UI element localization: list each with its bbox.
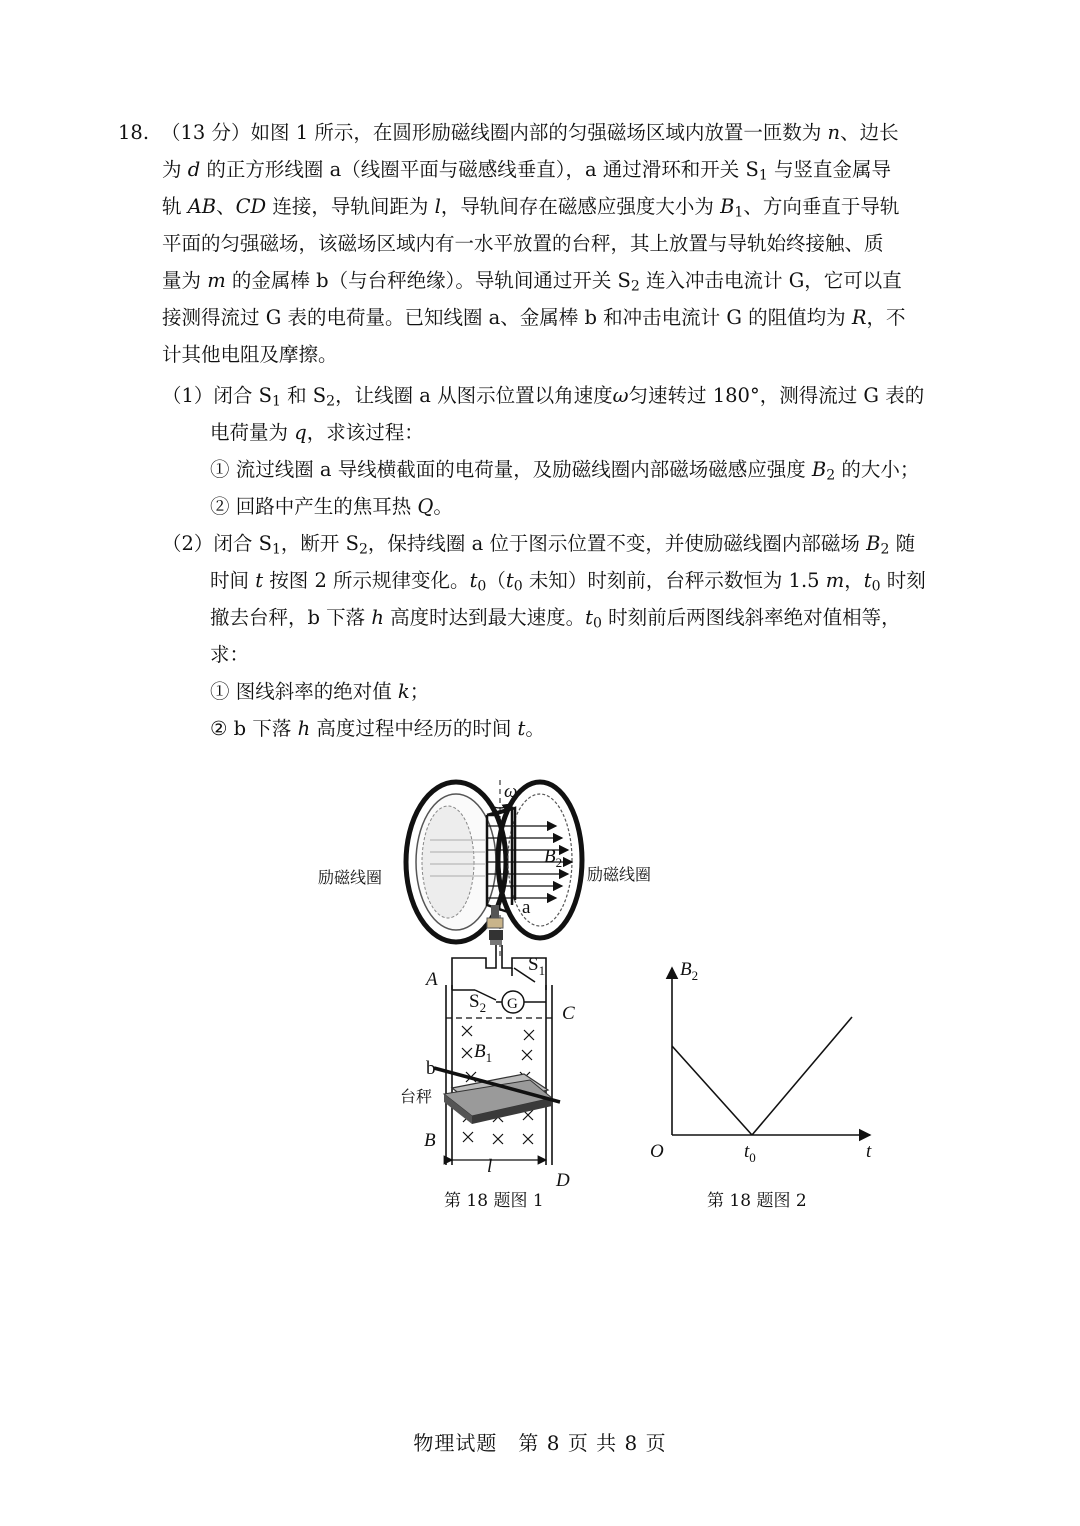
part1-line-2: 电荷量为 q，求该过程： [210, 421, 424, 444]
stem-line-4: 平面的匀强磁场，该磁场区域内有一水平放置的台秤，其上放置与导轨始终接触、质 [162, 232, 884, 255]
stem-line-2: 为 d 的正方形线圈 a（线圈平面与磁感线垂直），a 通过滑环和开关 $S_1$ 与竖直金属导 [162, 158, 891, 184]
part2-item-1: ① 图线斜率的绝对值 k； [210, 680, 430, 703]
switch-s2-label: $S_2$ [469, 991, 487, 1015]
switch-s1-label: $S_1$ [528, 954, 546, 978]
page-footer: 物理试题 第 8 页 共 8 页 [413, 1431, 667, 1455]
spacing-l-label: l [487, 1156, 493, 1177]
stem-line-7: 计其他电阻及摩擦。 [162, 343, 338, 366]
origin-label: O [650, 1141, 664, 1162]
scale-label: 台秤 [400, 1087, 433, 1106]
t0-tick-label: $t_0$ [744, 1141, 756, 1165]
galvanometer-label: G [507, 996, 518, 1012]
part1-line-1: （1）闭合 $S_1$ 和 $S_2$，让线圈 a 从图示位置以角速度ω匀速转过 180°，测得流过 G 表的 [162, 384, 925, 410]
rod-b-label: b [426, 1058, 436, 1079]
stem-line-1: 18. （13 分）如图 1 所示，在圆形励磁线圈内部的匀强磁场区域内放置一匝数为 n、边长 [118, 121, 899, 144]
part1-item-1: ① 流过线圈 a 导线横截面的电荷量，及励磁线圈内部磁场磁感应强度 $B_2$ 的大小； [210, 458, 920, 484]
b1-label: $B_1$ [474, 1041, 493, 1065]
rail-A-label: A [426, 969, 438, 990]
rail-D-label: D [556, 1170, 570, 1191]
question-score: （13 分） [161, 121, 251, 144]
stem-line-5: 量为 m 的金属棒 b（与台秤绝缘）。导轨间通过开关 $S_2$ 连入冲击电流计 G，它可以直 [162, 269, 902, 295]
part1-item-2: ② 回路中产生的焦耳热 Q。 [210, 495, 453, 518]
omega-label: ω [504, 781, 518, 802]
right-coil-label: 励磁线圈 [587, 865, 652, 884]
coil-a-label: a [522, 897, 531, 918]
stem-line-3: 轨 AB、CD 连接，导轨间距为 l，导轨间存在磁感应强度大小为 $B_1$、方向垂直于导轨 [162, 195, 900, 221]
left-coil-label: 励磁线圈 [318, 868, 383, 887]
part2-line-4: 求： [210, 643, 250, 666]
figure-1-caption: 第 18 题图 1 [444, 1191, 544, 1211]
b2-label: $B_2$ [544, 846, 563, 870]
question-number: 18. [118, 121, 150, 144]
part2-line-3: 撤去台秤，b 下落 h 高度时达到最大速度。$t_0$ 时刻前后两图线斜率绝对值相等， [210, 606, 901, 632]
part2-line-1: （2）闭合 $S_1$，断开 $S_2$，保持线圈 a 位于图示位置不变，并使励磁线圈内部磁场 $B_2$ 随 [162, 532, 916, 558]
x-axis-label: t [866, 1141, 872, 1162]
stem-line-6: 接测得流过 G 表的电荷量。已知线圈 a、金属棒 b 和冲击电流计 G 的阻值均为 R，不 [162, 306, 906, 329]
rail-B-label: B [424, 1130, 436, 1151]
part2-line-2: 时间 t 按图 2 所示规律变化。$t_0(t_0$ 未知）时刻前，台秤示数恒为 1.5 m，$t_0$ 时刻 [210, 569, 926, 595]
part2-item-2: ② b 下落 h 高度过程中经历的时间 t。 [210, 717, 545, 740]
b2-increasing-segment [752, 1017, 852, 1135]
b2-decreasing-segment [672, 1046, 752, 1135]
figure-2-caption: 第 18 题图 2 [707, 1191, 807, 1211]
rail-C-label: C [562, 1003, 575, 1024]
y-axis-label: $B_2$ [680, 959, 699, 983]
